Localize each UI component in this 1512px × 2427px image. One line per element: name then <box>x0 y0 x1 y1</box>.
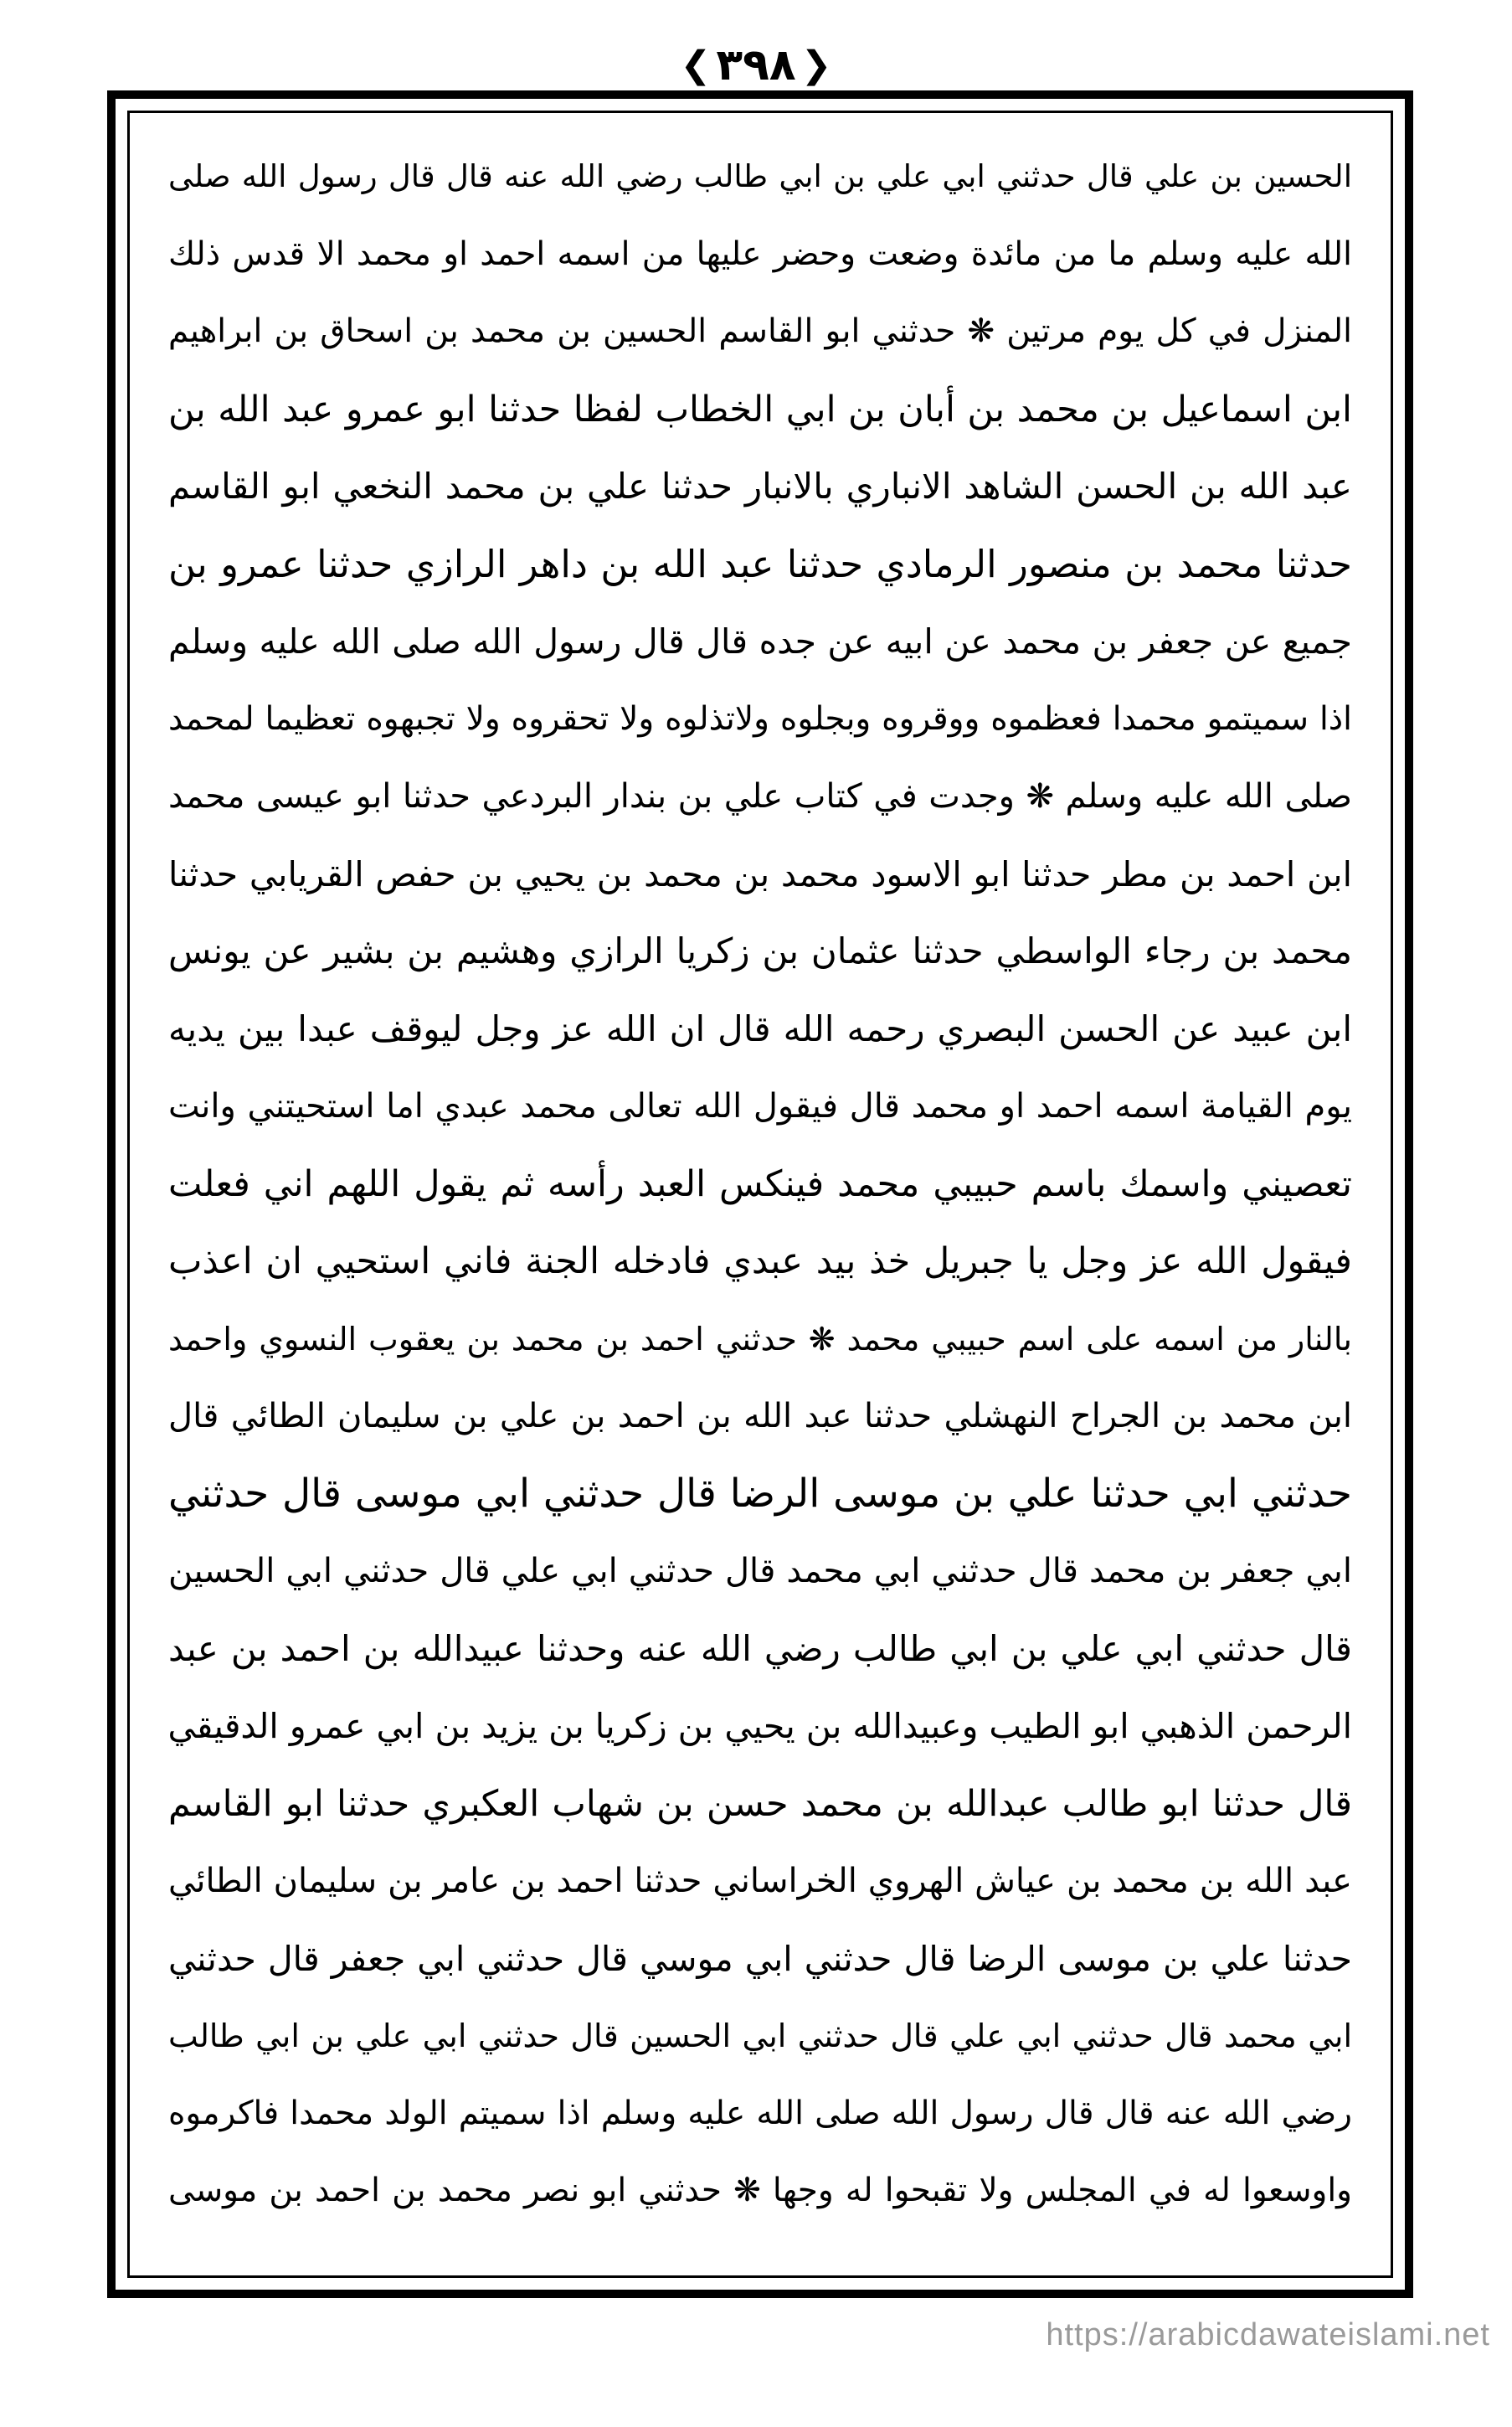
text-line: بالنار من اسمه على اسم حبيبي محمد ❋ حدثني احمد بن محمد بن يعقوب النسوي واحمد <box>168 1320 1352 1358</box>
text-line: جميع عن جعفر بن محمد عن ابيه عن جده قال قال رسول الله صلى الله عليه وسلم <box>168 621 1352 662</box>
text-line: واوسعوا له في المجلس ولا تقبحوا له وجها ❋ حدثني ابو نصر محمد بن احمد بن موسى <box>168 2172 1352 2209</box>
text-line: الحسين بن علي قال حدثني ابي علي بن ابي طالب رضي الله عنه قال قال رسول الله صلى <box>168 158 1352 194</box>
text-line: ابي محمد قال حدثني ابي علي قال حدثني ابي الحسين قال حدثني ابي علي بن ابي طالب <box>168 2017 1352 2054</box>
text-line: تعصيني واسمك باسم حبيبي محمد فينكس العبد رأسه ثم يقول اللهم اني فعلت <box>168 1162 1352 1205</box>
ornament-left-icon: ❮ <box>680 44 712 86</box>
watermark-url: https://arabicdawateislami.net <box>1046 2317 1490 2352</box>
page-number-ornament <box>681 40 832 90</box>
text-line: الرحمن الذهبي ابو الطيب وعبيدالله بن يحيي بن زكريا بن يزيد بن ابي عمرو الدقيقي <box>168 1706 1352 1746</box>
text-line: قال حدثنا ابو طالب عبدالله بن محمد حسن بن شهاب العكبري حدثنا ابو القاسم <box>168 1782 1352 1825</box>
text-line: اذا سميتمو محمدا فعظموه ووقروه وبجلوه ولاتذلوه ولا تحقروه ولا تجبهوه تعظيما لمحمد <box>168 699 1352 738</box>
text-line: حدثني ابي حدثنا علي بن موسى الرضا قال حدثني ابي موسى قال حدثني <box>168 1470 1352 1517</box>
text-line: ابن احمد بن مطر حدثنا ابو الاسود محمد بن محمد بن يحيي بن حفص القريابي حدثنا <box>168 853 1352 894</box>
ornament-right-icon: ❯ <box>800 44 832 86</box>
text-line: الله عليه وسلم ما من مائدة وضعت وحضر عليها من اسمه احمد او محمد الا قدس ذلك <box>168 234 1352 273</box>
text-line: يوم القيامة اسمه احمد او محمد قال فيقول الله تعالى محمد عبدي اما استحيتني وانت <box>168 1087 1352 1126</box>
text-line: فيقول الله عز وجل يا جبريل خذ بيد عبدي فادخله الجنة فاني استحيي ان اعذب <box>168 1240 1352 1282</box>
page-border-inner <box>127 111 1393 2278</box>
page-border-outer <box>107 90 1413 2298</box>
text-line: عبد الله بن الحسن الشاهد الانباري بالانبار حدثنا علي بن محمد النخعي ابو القاسم <box>168 466 1352 507</box>
text-line: صلى الله عليه وسلم ❋ وجدت في كتاب علي بن بندار البردعي حدثنا ابو عيسى محمد <box>168 777 1352 816</box>
text-line: ابي جعفر بن محمد قال حدثني ابي محمد قال حدثني ابي علي قال حدثني ابي الحسين <box>168 1552 1352 1590</box>
text-line: حدثنا علي بن موسى الرضا قال حدثني ابي موسي قال حدثني ابي جعفر قال حدثني <box>168 1938 1352 1979</box>
text-line: ابن عبيد عن الحسن البصري رحمه الله قال ان الله عز وجل ليوقف عبدا بين يديه <box>168 1007 1352 1049</box>
text-line: رضي الله عنه قال قال رسول الله صلى الله عليه وسلم اذا سميتم الولد محمدا فاكرموه <box>168 2094 1352 2132</box>
text-line: عبد الله بن محمد بن عياش الهروي الخراساني حدثنا احمد بن عامر بن سليمان الطائي <box>168 1862 1352 1900</box>
text-body <box>168 138 1352 2230</box>
text-line: المنزل في كل يوم مرتين ❋ حدثني ابو القاسم الحسين بن محمد بن اسحاق بن ابراهيم <box>168 312 1352 350</box>
text-line: حدثنا محمد بن منصور الرمادي حدثنا عبد الله بن داهر الرازي حدثنا عمرو بن <box>168 541 1352 586</box>
text-line: محمد بن رجاء الواسطي حدثنا عثمان بن زكريا الرازي وهشيم بن بشير عن يونس <box>168 930 1352 971</box>
text-line: قال حدثني ابي علي بن ابي طالب رضي الله عنه وحدثنا عبيدالله بن احمد بن عبد <box>168 1627 1352 1669</box>
text-line: ابن محمد بن الجراح النهشلي حدثنا عبد الله بن احمد بن علي بن سليمان الطائي قال <box>168 1397 1352 1435</box>
page-number: ٣٩٨ <box>716 40 796 90</box>
text-line: ابن اسماعيل بن محمد بن أبان بن ابي الخطاب لفظا حدثنا ابو عمرو عبد الله بن <box>168 388 1352 430</box>
